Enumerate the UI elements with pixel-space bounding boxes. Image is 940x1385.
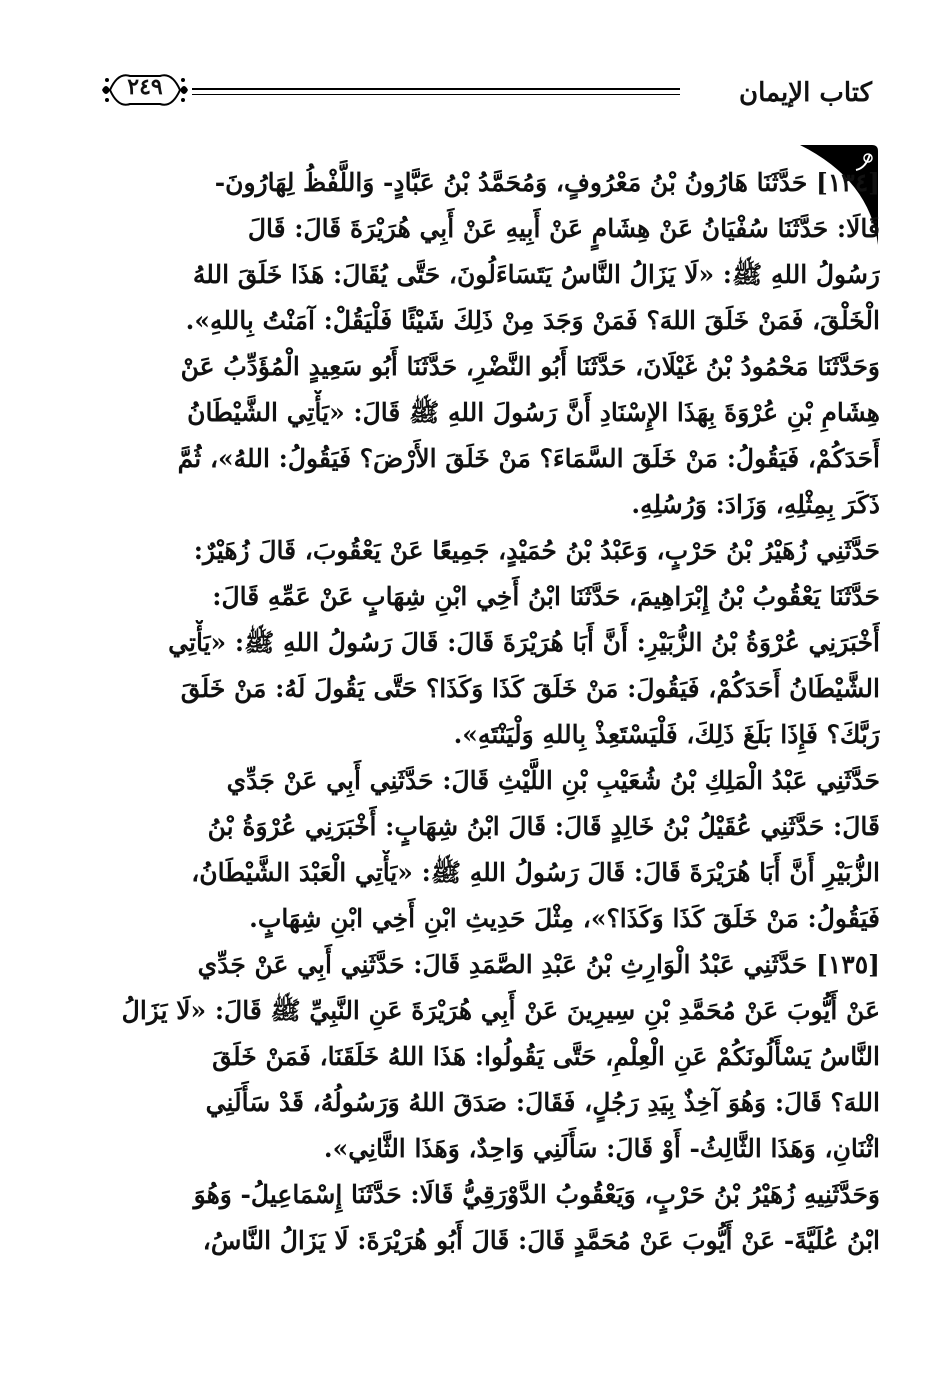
hadith-paragraph	[92, 528, 880, 758]
text-line: ابْنُ عُلَيَّةَ- عَنْ أَيُّوبَ عَنْ مُحَمَّدٍ قَالَ: قَالَ أَبُو هُرَيْرَةَ: لَا يَزَالُ النَّاسُ،	[202, 1226, 880, 1255]
text-line: فَيَقُولُ: مَنْ خَلَقَ كَذَا وَكَذَا؟»، مِثْلَ حَدِيثِ ابْنِ أَخِي ابْنِ شِهَابٍ.	[249, 904, 880, 933]
text-line: عَنْ أَيُّوبَ عَنْ مُحَمَّدِ بْنِ سِيرِينَ عَنْ أَبِي هُرَيْرَةَ عَنِ النَّبِيِّ ﷺ قَالَ: «لَا يَزَالُ	[121, 996, 880, 1025]
header-rule	[192, 88, 680, 90]
text-line: النَّاسُ يَسْأَلُونَكُمْ عَنِ الْعِلْمِ، حَتَّى يَقُولُوا: هَذَا اللهُ خَلَقَنَا، فَمَنْ خَلَقَ	[212, 1042, 880, 1071]
hadith-paragraph	[92, 942, 880, 1172]
text-line: أَخْبَرَنِي عُرْوَةُ بْنُ الزُّبَيْرِ: أَنَّ أَبَا هُرَيْرَةَ قَالَ: قَالَ رَسُولُ اللهِ ﷺ: «يَأْتِي	[168, 628, 880, 657]
text-line: قَالَ: حَدَّثَنِي عُقَيْلُ بْنُ خَالِدٍ قَالَ: قَالَ ابْنُ شِهَابٍ: أَخْبَرَنِي عُرْوَةُ بْنُ	[207, 812, 880, 841]
book-title: كتاب الإيمان	[738, 78, 872, 108]
header-rule-thin	[192, 94, 680, 95]
text-line: [١٣٥] حَدَّثَنِي عَبْدُ الْوَارِثِ بْنُ عَبْدِ الصَّمَدِ قَالَ: حَدَّثَنِي أَبِي عَنْ جَدِّي	[197, 950, 880, 979]
page-header	[100, 60, 880, 120]
text-line: الشَّيْطَانُ أَحَدَكُمْ، فَيَقُولَ: مَنْ خَلَقَ كَذَا وَكَذَا؟ حَتَّى يَقُولَ لَهُ: مَنْ خَلَقَ	[180, 674, 880, 703]
page-number: ٢٤٩	[127, 74, 163, 100]
text-line: رَسُولُ اللهِ ﷺ: «لَا يَزَالُ النَّاسُ يَتَسَاءَلُونَ، حَتَّى يُقَالَ: هَذَا خَلَقَ اللهُ	[192, 260, 880, 289]
text-line: الْخَلْقَ، فَمَنْ خَلَقَ اللهَ؟ فَمَنْ وَجَدَ مِنْ ذَلِكَ شَيْئًا فَلْيَقُلْ: آمَنْتُ بِاللهِ».	[185, 306, 880, 335]
text-line: حَدَّثَنِي زُهَيْرُ بْنُ حَرْبٍ، وَعَبْدُ بْنُ حُمَيْدٍ، جَمِيعًا عَنْ يَعْقُوبَ، قَالَ زُهَيْرٌ:	[193, 536, 880, 565]
text-line: وَحَدَّثَنِيهِ زُهَيْرُ بْنُ حَرْبٍ، وَيَعْقُوبُ الدَّوْرَقِيُّ قَالَا: حَدَّثَنَا إِسْمَاعِيلُ- وَهُوَ	[193, 1180, 880, 1209]
text-line: [١٣٤] حَدَّثَنَا هَارُونُ بْنُ مَعْرُوفٍ، وَمُحَمَّدُ بْنُ عَبَّادٍ- وَاللَّفْظُ لِهَارُونَ-	[214, 168, 880, 197]
page-body	[92, 160, 880, 1264]
text-line: الزُّبَيْرِ أَنَّ أَبَا هُرَيْرَةَ قَالَ: قَالَ رَسُولُ اللهِ ﷺ: «يَأْتِي الْعَبْدَ الشَّيْطَانُ،	[191, 858, 880, 887]
text-line: أَحَدَكُمْ، فَيَقُولُ: مَنْ خَلَقَ السَّمَاءَ؟ مَنْ خَلَقَ الأَرْضَ؟ فَيَقُولُ: اللهُ»، ثُمَّ	[177, 444, 880, 473]
text-line: رَبَّكَ؟ فَإِذَا بَلَغَ ذَلِكَ، فَلْيَسْتَعِذْ بِاللهِ وَلْيَنْتَهِ».	[453, 720, 880, 749]
text-line: هِشَامِ بْنِ عُرْوَةَ بِهَذَا الإِسْنَادِ أَنَّ رَسُولَ اللهِ ﷺ قَالَ: «يَأْتِي الشَّيْطَانُ	[187, 398, 880, 427]
text-line: حَدَّثَنِي عَبْدُ الْمَلِكِ بْنُ شُعَيْبِ بْنِ اللَّيْثِ قَالَ: حَدَّثَنِي أَبِي عَنْ جَدِّي	[226, 766, 880, 795]
text-line: وَحَدَّثَنَا مَحْمُودُ بْنُ غَيْلَانَ، حَدَّثَنَا أَبُو النَّضْرِ، حَدَّثَنَا أَبُو سَعِيدٍ الْمُؤَدِّبُ عَنْ	[180, 352, 880, 381]
hadith-paragraph	[92, 758, 880, 942]
text-line: اثْنَانِ، وَهَذَا الثَّالِثُ- أَوْ قَالَ: سَأَلَنِي وَاحِدٌ، وَهَذَا الثَّانِي».	[323, 1134, 880, 1163]
text-line: اللهَ؟ قَالَ: وَهُوَ آخِذٌ بِيَدِ رَجُلٍ، فَقَالَ: صَدَقَ اللهُ وَرَسُولُهُ، قَدْ سَأَلَنِي	[205, 1088, 880, 1117]
text-line: قَالَا: حَدَّثَنَا سُفْيَانُ عَنْ هِشَامٍ عَنْ أَبِيهِ عَنْ أَبِي هُرَيْرَةَ قَالَ: قَالَ	[247, 214, 880, 243]
hadith-paragraph	[92, 160, 880, 528]
text-line: حَدَّثَنَا يَعْقُوبُ بْنُ إِبْرَاهِيمَ، حَدَّثَنَا ابْنُ أَخِي ابْنِ شِهَابٍ عَنْ عَمِّهِ قَالَ:	[212, 582, 880, 611]
text-line: ذَكَرَ بِمِثْلِهِ، وَزَادَ: وَرُسُلِهِ.	[631, 490, 880, 519]
hadith-paragraph	[92, 1172, 880, 1264]
